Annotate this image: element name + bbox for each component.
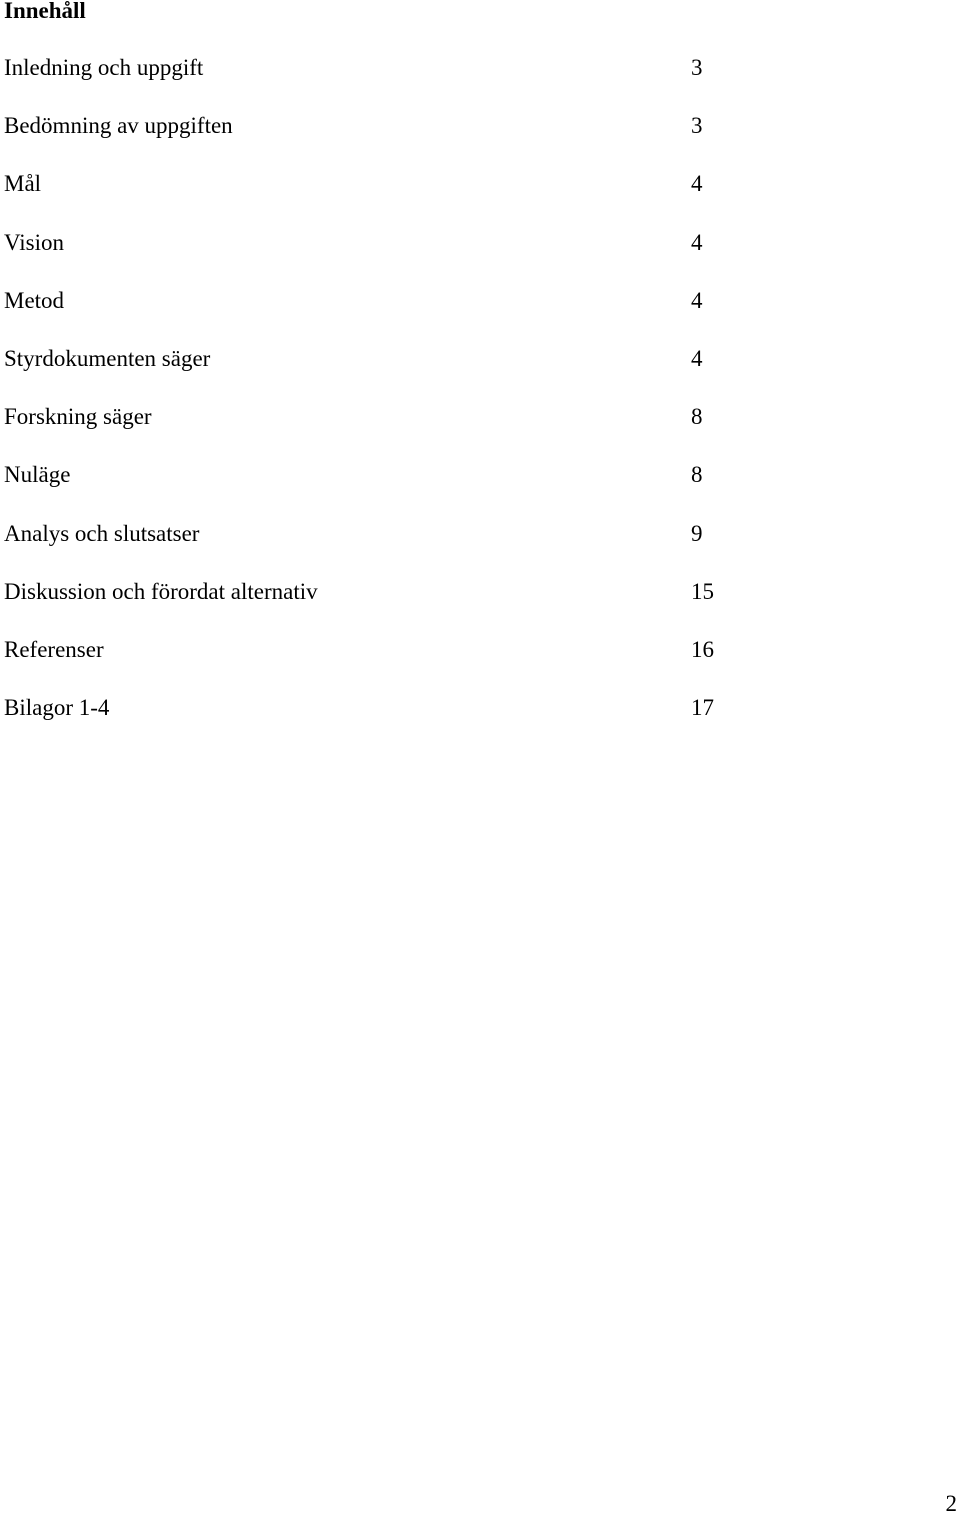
toc-entry-forskning[interactable] (0, 402, 960, 460)
toc-entry-page: 4 (691, 345, 703, 371)
page-number: 2 (945, 1491, 957, 1516)
toc-entry-referenser[interactable] (0, 635, 960, 693)
toc-entry-title: Referenser (4, 636, 104, 662)
toc-entry-page: 9 (691, 520, 703, 546)
toc-entry-page: 4 (691, 171, 703, 197)
toc-entry-page: 4 (691, 287, 703, 313)
toc-entry-title: Bedömning av uppgiften (4, 113, 233, 139)
toc-entry-metod[interactable] (0, 286, 960, 344)
page-title: Innehåll (4, 0, 86, 23)
toc-entry-page: 8 (691, 462, 703, 488)
toc-entry-title: Inledning och uppgift (4, 55, 204, 80)
toc-entry-title: Nuläge (4, 462, 71, 488)
toc-entry-page: 3 (691, 113, 703, 139)
toc-entry-mal[interactable] (0, 169, 960, 227)
toc-entry-diskussion[interactable] (0, 577, 960, 635)
table-of-contents (0, 53, 960, 751)
toc-entry-title: Analys och slutsatser (4, 520, 200, 546)
toc-entry-vision[interactable] (0, 228, 960, 286)
toc-entry-title: Mål (4, 171, 42, 197)
toc-entry-title: Vision (4, 229, 64, 255)
toc-entry-bedomning[interactable] (0, 111, 960, 169)
toc-entry-page: 4 (691, 229, 703, 255)
toc-entry-styrdokumenten[interactable] (0, 344, 960, 402)
toc-entry-page: 17 (691, 695, 714, 721)
toc-entry-page: 8 (691, 404, 703, 430)
toc-entry-title: Metod (4, 287, 65, 313)
toc-entry-page: 15 (691, 578, 714, 604)
toc-entry-nulage[interactable] (0, 460, 960, 518)
toc-entry-bilagor[interactable] (0, 693, 960, 751)
toc-entry-inledning[interactable] (0, 53, 960, 111)
toc-entry-analys[interactable] (0, 519, 960, 577)
toc-entry-title: Diskussion och förordat alternativ (4, 578, 318, 604)
toc-entry-title: Bilagor 1-4 (4, 695, 110, 721)
toc-entry-title: Styrdokumenten säger (4, 345, 211, 371)
toc-entry-page: 16 (691, 636, 714, 662)
toc-entry-page: 3 (691, 55, 703, 80)
toc-entry-title: Forskning säger (4, 404, 152, 430)
